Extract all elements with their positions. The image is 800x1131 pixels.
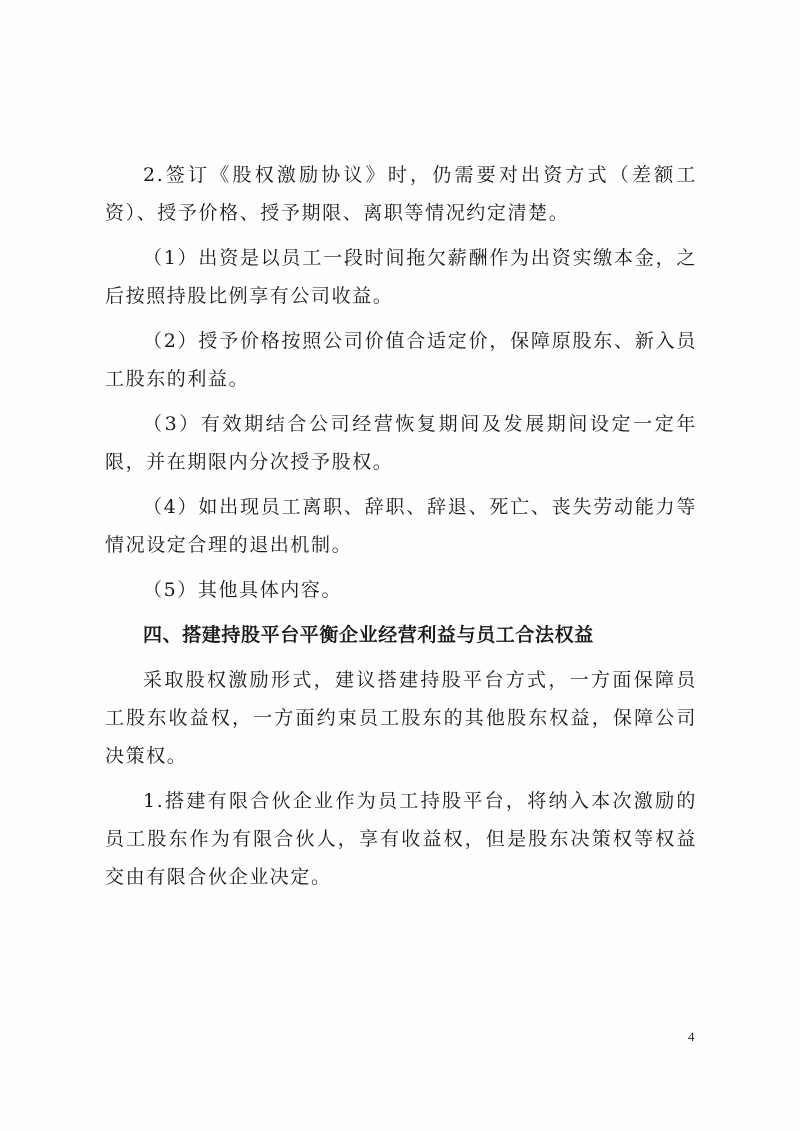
- paragraph-limited-partnership: 1.搭建有限合伙企业作为员工持股平台，将纳入本次激励的员工股东作为有限合伙人，享有收益权，但是股东决策权等权益交由有限合伙企业决定。: [105, 790, 697, 888]
- paragraph-platform-intro: 采取股权激励形式，建议搭建持股平台方式，一方面保障员工股东收益权，一方面约束员工股东的其他股东权益，保障公司决策权。: [105, 669, 697, 767]
- paragraph-item-5-other: （5）其他具体内容。: [143, 579, 343, 601]
- paragraph-item-2-price: （2）授予价格按照公司价值合适定价，保障原股东、新入员工股东的利益。: [105, 330, 697, 390]
- paragraph-item-3-term: （3）有效期结合公司经营恢复期间及发展期间设定一定年限，并在期限内分次授予股权。: [105, 413, 697, 473]
- paragraph-item-4-exit: （4）如出现员工离职、辞职、辞退、死亡、丧失劳动能力等情况设定合理的退出机制。: [105, 496, 697, 556]
- document-body: [105, 156, 697, 903]
- section-heading-4: 四、搭建持股平台平衡企业经营利益与员工合法权益: [143, 624, 594, 646]
- paragraph-item-1-contribution: （1）出资是以员工一段时间拖欠薪酬作为出资实缴本金，之后按照持股比例享有公司收益。: [105, 247, 697, 307]
- paragraph-agreement-terms: 2.签订《股权激励协议》时，仍需要对出资方式（差额工资）、授予价格、授予期限、离职等情况约定清楚。: [105, 164, 697, 224]
- page-number: 4: [688, 1029, 695, 1044]
